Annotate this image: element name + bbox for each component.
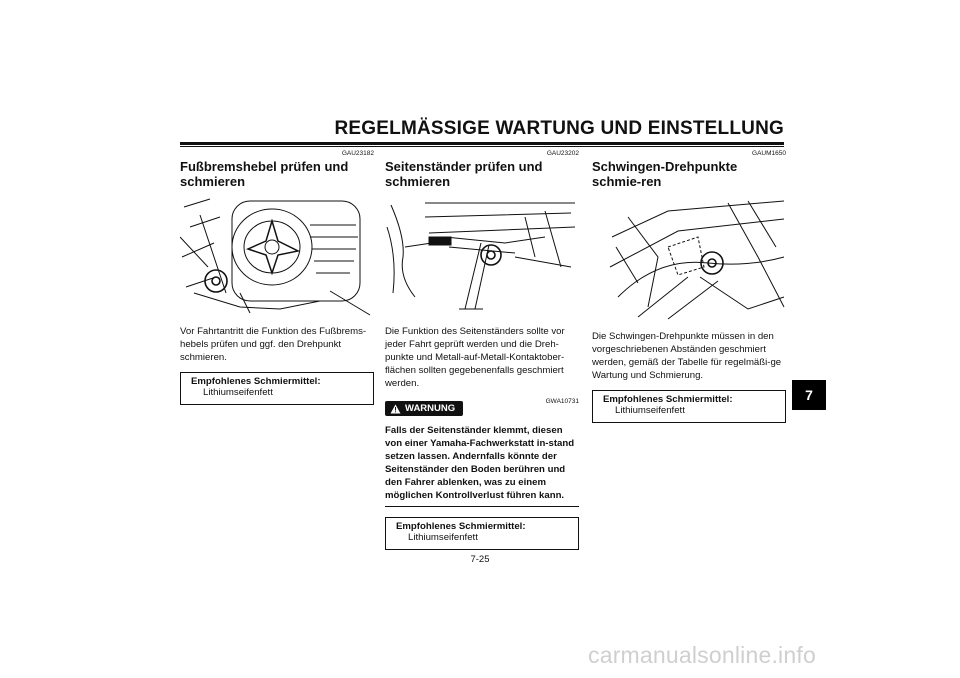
section-code: GAUM1650 (752, 150, 786, 157)
warning-code: GWA10731 (545, 398, 579, 405)
brake-pedal-illustration (180, 197, 374, 317)
lubricant-box (592, 390, 786, 423)
lubricant-label: Empfohlenes Schmiermittel: (191, 376, 321, 387)
lubricant-value: Lithiumseifenfett (615, 405, 685, 416)
page-number: 7-25 (470, 554, 490, 565)
watermark: carmanualsonline.info (588, 642, 816, 668)
section-body: Die Schwingen-Drehpunkte müssen in den vorgeschriebenen Abständen geschmiert werden, gemäß der Tabelle für regelmäßi-ge Wartung und Schmierung. (592, 331, 782, 381)
page-title: REGELMÄSSIGE WARTUNG UND EINSTELLUNG (334, 118, 784, 139)
warning-header (385, 394, 579, 418)
section-heading: Seitenständer prüfen und schmieren (385, 159, 543, 189)
section-body: Vor Fahrtantritt die Funktion des Fußbrems-hebels prüfen und ggf. den Drehpunkt schmieren. (180, 326, 367, 363)
warning-label: WARNUNG (405, 403, 456, 414)
section-body: Die Funktion des Seitenständers sollte vor jeder Fahrt geprüft werden und die Dreh-punkte und Metall-auf-Metall-Kontaktober-flächen sollten gegebenenfalls geschmiert werden. (385, 326, 565, 389)
swingarm-illustration (608, 197, 786, 322)
warning-text: Falls der Seitenständer klemmt, diesen von einer Yamaha-Fachwerkstatt in-stand setzen lassen. Andernfalls könnte der Seitenständer den Boden berühren und den Fahrer ablenken, was zu einem möglichen Kontrollverlust führen kann. (385, 425, 575, 501)
warning-rule (385, 506, 579, 507)
warning-triangle-icon (390, 404, 401, 414)
section-code: GAU23202 (546, 150, 579, 157)
section-swingarm (592, 150, 786, 423)
lubricant-label: Empfohlenes Schmiermittel: (396, 521, 526, 532)
sidestand-illustration (385, 197, 579, 317)
lubricant-label: Empfohlenes Schmiermittel: (603, 394, 733, 405)
lubricant-value: Lithiumseifenfett (408, 532, 478, 543)
title-rule (180, 142, 784, 145)
lubricant-value: Lithiumseifenfett (203, 387, 273, 398)
warning-badge (385, 401, 463, 416)
section-brake-pedal (180, 150, 374, 405)
chapter-tab: 7 (792, 380, 826, 410)
title-rule-thin (180, 146, 784, 147)
lubricant-box (385, 517, 579, 550)
section-heading: Fußbremshebel prüfen und schmieren (180, 159, 349, 189)
lubricant-box (180, 372, 374, 405)
section-sidestand (385, 150, 579, 550)
section-heading: Schwingen-Drehpunkte schmie-ren (592, 159, 738, 189)
section-code: GAU23182 (341, 150, 374, 157)
